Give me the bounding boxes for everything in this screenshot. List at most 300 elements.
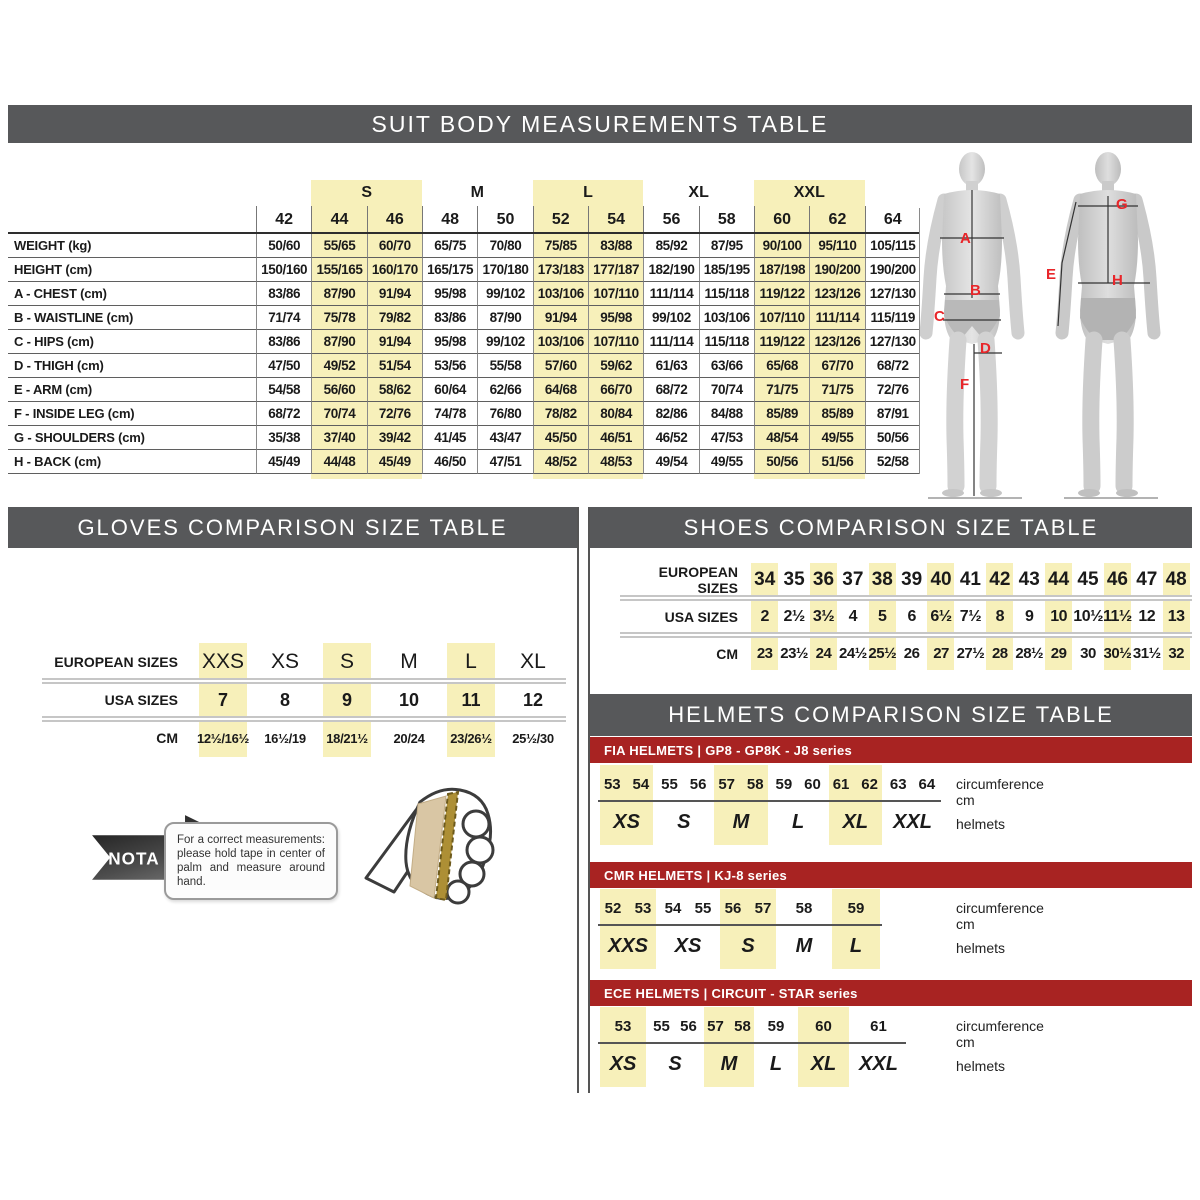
marker-waistline: B [970,282,981,299]
suit-cell: 83/88 [588,234,643,258]
shoes-table-title-bar [590,507,1192,548]
suit-cell: 111/114 [643,282,698,306]
suit-cell: 79/82 [367,306,422,330]
fia-helmets-bar [590,737,1192,763]
gloves-cell: 18/21½ [326,730,368,746]
gloves-cell: 10 [398,689,420,710]
helmets-row-label: helmets [956,816,1006,832]
shoes-cell: 10 [1050,607,1067,625]
suit-cell: 49/55 [809,426,864,450]
suit-cell: 95/110 [809,234,864,258]
nota-label: NOTA [108,848,160,869]
shoes-size-table [620,564,1192,669]
helmet-size-label: M [720,1052,738,1075]
suit-cell: 52/58 [865,450,920,474]
fia-helmets-table [598,768,1044,842]
helmet-circumference-value: 53 [603,775,621,793]
gloves-cell: XL [520,650,546,673]
helmet-size-label: S [741,934,755,957]
suit-cell: 63/66 [699,354,754,378]
shoes-cell: 41 [959,568,981,590]
suit-table-grid [8,180,920,474]
suit-cell: 115/118 [699,282,754,306]
suit-cell: 91/94 [367,330,422,354]
suit-size-header: 50 [477,206,532,234]
suit-row-label: C - HIPS (cm) [8,330,256,354]
suit-cell: 43/47 [477,426,532,450]
gloves-cell: S [339,650,354,673]
suit-size-header: 64 [865,206,920,234]
shoes-cell: 40 [930,568,952,590]
suit-cell: 119/122 [754,330,809,354]
suit-row-label: E - ARM (cm) [8,378,256,402]
suit-cell: 35/38 [256,426,311,450]
shoes-cell: 42 [989,568,1011,590]
suit-cell: 83/86 [256,330,311,354]
suit-cell: 87/95 [699,234,754,258]
helmet-circumference-value: 58 [734,1017,751,1035]
suit-cell: 71/74 [256,306,311,330]
helmet-circumference-value: 60 [815,1017,832,1035]
gloves-row-label: EUROPEAN SIZES [54,654,178,670]
suit-row-label: WEIGHT (kg) [8,234,256,258]
suit-cell: 87/91 [865,402,920,426]
helmet-size-label: M [732,810,750,833]
helmet-size-label: L [792,810,805,833]
helmet-circumference-value: 59 [775,775,793,793]
gloves-cell: 25½/30 [512,730,554,746]
shoes-cell: 3½ [812,607,835,625]
body-figure-back [1046,148,1182,504]
shoes-cell: 27 [933,645,949,662]
suit-cell: 160/170 [367,258,422,282]
shoes-table-row [620,638,1192,669]
suit-row-label: F - INSIDE LEG (cm) [8,402,256,426]
shoes-cell: 34 [754,568,776,590]
suit-cell: 187/198 [754,258,809,282]
shoes-row-label: CM [716,645,738,662]
shoes-cell: 46 [1106,568,1128,590]
suit-cell: 53/56 [422,354,477,378]
suit-cell: 85/92 [643,234,698,258]
helmet-circumference-value: 61 [870,1017,887,1035]
suit-cell: 51/54 [367,354,422,378]
marker-arm: E [1046,266,1057,283]
gloves-table-title-bar [8,507,577,548]
helmet-circumference-value: 54 [632,775,650,793]
suit-cell: 103/106 [533,282,588,306]
shoes-cell: 38 [871,568,893,590]
gloves-cell: L [465,650,477,673]
suit-size-header: 52 [533,206,588,234]
circumference-unit-label: circumference cm [956,1018,1044,1050]
gloves-cell: 12 [522,689,544,710]
suit-cell: 70/74 [311,402,366,426]
suit-cell: 45/50 [533,426,588,450]
suit-size-group-header: S [361,184,372,201]
suit-cell: 75/78 [311,306,366,330]
suit-cell: 60/70 [367,234,422,258]
suit-cell: 59/62 [588,354,643,378]
suit-cell: 87/90 [311,330,366,354]
suit-cell: 78/82 [533,402,588,426]
shoes-table-row [620,564,1192,595]
shoes-cell: 24½ [839,645,867,662]
suit-cell: 111/114 [643,330,698,354]
suit-row-label: H - BACK (cm) [8,450,256,474]
cmr-helmets-bar [590,862,1192,888]
helmet-size-label: XS [609,1052,637,1075]
suit-cell: 85/89 [809,402,864,426]
suit-cell: 48/53 [588,450,643,474]
helmet-size-label: XL [842,810,869,833]
suit-cell: 67/70 [809,354,864,378]
suit-cell: 150/160 [256,258,311,282]
helmet-size-label: S [677,810,691,833]
shoes-row-label: USA SIZES [664,608,738,625]
helmet-circumference-row [598,1010,906,1042]
suit-row-label: G - SHOULDERS (cm) [8,426,256,450]
shoes-cell: 13 [1167,607,1185,625]
section-divider-line-left [577,507,579,1093]
gloves-table-title: GLOVES COMPARISON SIZE TABLE [77,514,508,540]
suit-cell: 123/126 [809,282,864,306]
marker-shoulders: G [1116,196,1128,213]
suit-size-header: 44 [311,206,366,234]
suit-row-label: D - THIGH (cm) [8,354,256,378]
suit-cell: 47/50 [256,354,311,378]
suit-cell: 85/89 [754,402,809,426]
suit-cell: 72/76 [865,378,920,402]
helmet-circumference-value: 58 [746,775,764,793]
suit-cell: 115/118 [699,330,754,354]
suit-header-rule [8,232,920,234]
helmet-size-label: M [795,934,813,957]
shoes-cell: 39 [901,568,923,590]
suit-cell: 83/86 [422,306,477,330]
shoes-cell: 12 [1138,607,1156,625]
suit-cell: 80/84 [588,402,643,426]
suit-cell: 95/98 [422,330,477,354]
helmet-circumference-value: 57 [707,1017,724,1035]
circumference-unit-label: circumference cm [956,776,1044,808]
marker-chest: A [960,230,971,247]
suit-size-header: 60 [754,206,809,234]
suit-cell: 60/64 [422,378,477,402]
gloves-cell: 7 [217,689,228,710]
suit-size-header: 56 [643,206,698,234]
cmr-helmets-bar-label: CMR HELMETS | KJ-8 series [604,867,788,883]
suit-cell: 57/60 [533,354,588,378]
suit-cell: 95/98 [422,282,477,306]
shoes-cell: 45 [1077,568,1099,590]
suit-cell: 190/200 [865,258,920,282]
shoes-cell: 26 [903,645,920,662]
helmet-circumference-value: 53 [634,899,652,917]
suit-cell: 61/63 [643,354,698,378]
shoes-cell: 24 [815,645,832,662]
suit-cell: 165/175 [422,258,477,282]
suit-cell: 71/75 [754,378,809,402]
suit-cell: 107/110 [754,306,809,330]
shoes-cell: 32 [1168,645,1184,662]
shoes-cell: 10½ [1073,607,1103,625]
suit-cell: 182/190 [643,258,698,282]
shoes-cell: 23½ [780,645,808,662]
suit-size-group-header: XL [688,184,709,201]
helmet-circumference-value: 52 [604,899,622,917]
helmet-circumference-value: 59 [847,899,865,917]
suit-cell: 103/106 [533,330,588,354]
shoes-cell: 47 [1136,568,1158,590]
shoes-table-rows [620,564,1192,669]
suit-cell: 83/86 [256,282,311,306]
helmet-size-label: XL [810,1052,837,1075]
gloves-table-row [42,646,566,678]
suit-size-group-header: M [470,184,484,201]
shoes-cell: 43 [1018,568,1040,590]
suit-size-header: 62 [809,206,864,234]
suit-cell: 56/60 [311,378,366,402]
helmet-circumference-value: 63 [889,775,907,793]
body-front-illustration [910,148,1040,503]
suit-cell: 84/88 [699,402,754,426]
helmets-row-label: helmets [956,1058,1006,1074]
suit-measurements-table [8,180,920,474]
suit-cell: 48/54 [754,426,809,450]
shoes-cell: 2½ [783,607,805,625]
helmet-circumference-value: 59 [767,1017,785,1035]
shoes-cell: 35 [783,568,805,590]
hand-illustration [360,780,500,920]
suit-cell: 119/122 [754,282,809,306]
suit-cell: 82/86 [643,402,698,426]
suit-cell: 103/106 [699,306,754,330]
shoes-cell: 44 [1048,568,1070,590]
suit-cell: 46/50 [422,450,477,474]
suit-cell: 115/119 [865,306,920,330]
gloves-table-row [42,684,566,716]
helmet-size-label: XXL [893,810,932,833]
gloves-table-rows [42,646,566,754]
suit-cell: 177/187 [588,258,643,282]
circumference-unit-label: circumference cm [956,900,1044,932]
fia-helmets-bar-label: FIA HELMETS | GP8 - GP8K - J8 series [604,742,853,758]
helmet-size-label: XXL [859,1052,898,1075]
gloves-row-label: CM [156,730,178,746]
suit-cell: 50/56 [865,426,920,450]
shoes-cell: 30½ [1103,645,1132,662]
suit-cell: 76/80 [477,402,532,426]
helmet-size-label: L [849,934,863,957]
shoes-cell: 11½ [1103,607,1132,625]
suit-cell: 39/42 [367,426,422,450]
helmet-circumference-value: 55 [653,1017,670,1035]
suit-cell: 99/102 [477,282,532,306]
ece-helmets-table [598,1010,1044,1084]
suit-cell: 127/130 [865,330,920,354]
suit-cell: 123/126 [809,330,864,354]
shoes-cell: 4 [848,607,858,625]
shoes-cell: 5 [878,607,887,625]
helmet-circumference-value: 60 [804,775,821,793]
suit-cell: 107/110 [588,282,643,306]
suit-cell: 44/48 [311,450,366,474]
suit-size-header: 42 [256,206,311,234]
helmet-circumference-value: 58 [795,899,813,917]
marker-hips: C [934,308,945,325]
suit-cell: 95/98 [588,306,643,330]
suit-cell: 64/68 [533,378,588,402]
helmet-circumference-value: 62 [861,775,878,793]
suit-cell: 49/54 [643,450,698,474]
gloves-row-label: USA SIZES [104,692,178,708]
gloves-cell: 16½/19 [264,730,306,746]
suit-cell: 46/51 [588,426,643,450]
helmet-size-label: S [668,1052,682,1075]
suit-cell: 72/76 [367,402,422,426]
helmet-circumference-value: 57 [754,899,772,917]
gloves-cell: 12½/16½ [196,730,250,746]
helmet-circumference-value: 53 [614,1017,632,1035]
shoes-cell: 31½ [1132,645,1161,662]
shoes-row-label: EUROPEAN SIZES [658,563,738,596]
gloves-size-table [42,646,566,754]
suit-cell: 47/53 [699,426,754,450]
helmets-table-title: HELMETS COMPARISON SIZE TABLE [668,702,1114,727]
shoes-table-row [620,601,1192,632]
suit-cell: 54/58 [256,378,311,402]
helmet-circumference-value: 57 [718,775,736,793]
gloves-cell: 23/26½ [450,730,492,746]
shoes-cell: 8 [995,607,1005,625]
suit-cell: 74/78 [422,402,477,426]
helmets-row-label: helmets [956,940,1006,956]
body-figure-front [910,148,1042,504]
suit-cell: 50/56 [754,450,809,474]
helmet-circumference-value: 61 [832,775,850,793]
hand-measure-illustration [360,780,500,920]
shoes-table-title: SHOES COMPARISON SIZE TABLE [683,514,1099,540]
helmet-circumference-value: 54 [664,899,682,917]
suit-size-header: 58 [699,206,754,234]
suit-cell: 71/75 [809,378,864,402]
helmet-size-row [598,802,941,842]
ece-helmets-bar [590,980,1192,1006]
helmet-size-label: L [769,1052,783,1075]
suit-cell: 185/195 [699,258,754,282]
suit-cell: 105/115 [865,234,920,258]
suit-cell: 49/52 [311,354,366,378]
shoes-cell: 29 [1050,645,1067,662]
shoes-cell: 6½ [930,607,952,625]
shoes-cell: 28 [991,645,1008,662]
helmet-circumference-row [598,768,941,800]
suit-row-label: HEIGHT (cm) [8,258,256,282]
suit-cell: 75/85 [533,234,588,258]
shoes-cell: 48 [1165,568,1187,590]
body-back-illustration [1046,148,1176,503]
suit-row-label: B - WAISTLINE (cm) [8,306,256,330]
suit-cell: 87/90 [311,282,366,306]
cmr-helmets-table [598,892,1044,966]
helmet-circumference-value: 55 [661,775,678,793]
suit-cell: 111/114 [809,306,864,330]
gloves-cell: 11 [461,689,481,710]
helmet-size-label: XS [674,934,702,957]
gloves-cell: 20/24 [393,730,425,746]
helmet-circumference-value: 56 [689,775,707,793]
suit-cell: 170/180 [477,258,532,282]
suit-cell: 91/94 [367,282,422,306]
shoes-cell: 30 [1080,645,1096,662]
suit-cell: 50/60 [256,234,311,258]
suit-table-title-bar [8,105,1192,143]
helmet-size-row [598,1044,906,1084]
suit-cell: 49/55 [699,450,754,474]
suit-cell: 107/110 [588,330,643,354]
suit-cell: 37/40 [311,426,366,450]
suit-cell: 173/183 [533,258,588,282]
suit-cell: 55/65 [311,234,366,258]
suit-cell: 48/52 [533,450,588,474]
gloves-cell: XS [270,650,299,673]
helmet-circumference-value: 56 [724,899,742,917]
suit-right-edge [919,208,920,474]
helmet-size-label: XXS [607,934,649,957]
marker-back: H [1112,272,1123,289]
suit-size-header: 46 [367,206,422,234]
suit-cell: 55/58 [477,354,532,378]
suit-cell: 99/102 [477,330,532,354]
shoes-cell: 25½ [868,645,897,662]
helmet-size-row [598,926,882,966]
suit-cell: 62/66 [477,378,532,402]
suit-cell: 90/100 [754,234,809,258]
suit-size-group-header: XXL [793,184,825,201]
helmet-circumference-value: 55 [694,899,712,917]
suit-cell: 45/49 [256,450,311,474]
suit-cell: 68/72 [256,402,311,426]
suit-cell: 41/45 [422,426,477,450]
gloves-table-row [42,722,566,754]
shoes-cell: 23 [756,645,773,662]
suit-cell: 65/68 [754,354,809,378]
helmets-table-title-bar [590,694,1192,736]
shoes-cell: 37 [842,568,864,590]
helmet-size-label: XS [613,810,640,833]
suit-cell: 47/51 [477,450,532,474]
nota-text-box: For a correct measurements: please hold tape in center of palm and measure around hand. [164,822,338,900]
suit-cell: 51/56 [809,450,864,474]
suit-cell: 66/70 [588,378,643,402]
suit-cell: 155/165 [311,258,366,282]
helmet-circumference-value: 56 [680,1017,697,1035]
suit-cell: 46/52 [643,426,698,450]
gloves-cell: 9 [341,689,352,710]
shoes-cell: 6 [907,607,916,625]
suit-cell: 70/80 [477,234,532,258]
marker-thigh: D [980,340,991,357]
suit-cell: 99/102 [643,306,698,330]
shoes-cell: 28½ [1015,645,1044,662]
suit-size-header: 54 [588,206,643,234]
gloves-cell: M [400,650,418,673]
suit-cell: 87/90 [477,306,532,330]
suit-cell: 127/130 [865,282,920,306]
suit-row-label: A - CHEST (cm) [8,282,256,306]
suit-cell: 190/200 [809,258,864,282]
